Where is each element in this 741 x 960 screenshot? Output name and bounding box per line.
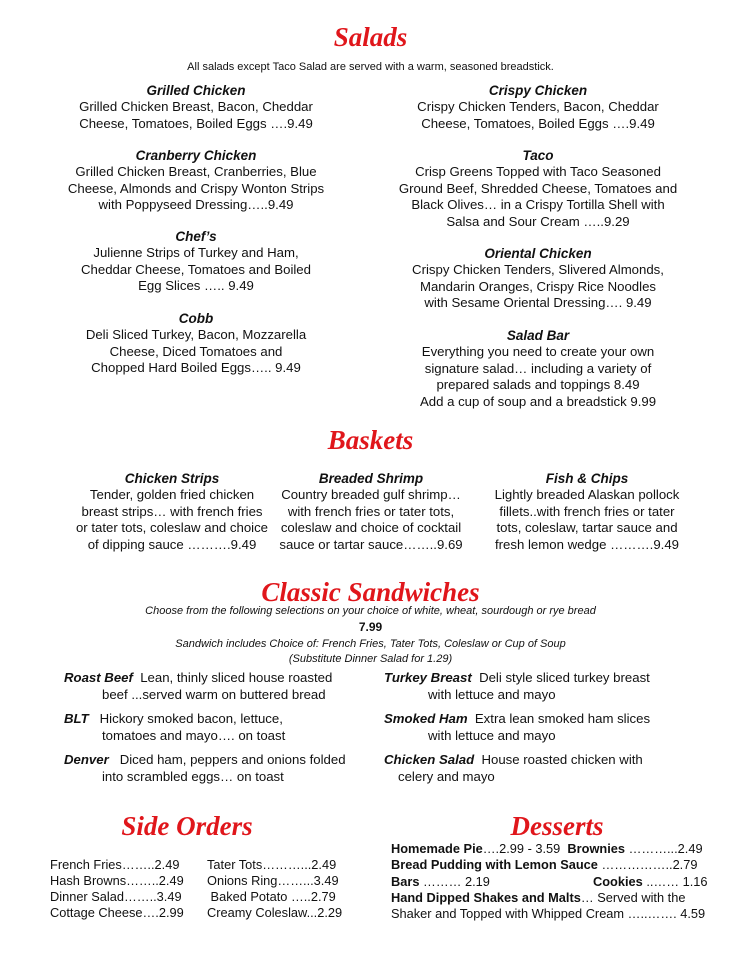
item-desc: Chopped Hard Boiled Eggs….. 9.49 — [91, 360, 301, 375]
dessert-name: Hand Dipped Shakes and Malts — [391, 890, 581, 905]
basket-chicken-strips — [52, 470, 292, 553]
item-desc: Ground Beef, Shredded Cheese, Tomatoes and — [398, 180, 678, 196]
sandwich-desc: Diced ham, peppers and onions folded — [119, 752, 346, 767]
salad-cranberry-chicken — [46, 147, 346, 214]
sandwich-desc: House roasted chicken with — [481, 752, 643, 767]
item-title: Chef’s — [175, 229, 217, 244]
dessert-shakes-line2: Shaker and Topped with Whipped Cream …..……. 4.59 — [391, 906, 706, 921]
dessert-name: Brownies — [567, 841, 626, 856]
salad-crispy-chicken — [383, 82, 693, 132]
item-desc: breast strips… with french fries — [81, 503, 263, 519]
sandwich-desc: Lean, thinly sliced house roasted — [140, 670, 333, 685]
side-item: Tater Tots………...2.49 — [207, 857, 337, 872]
side-item: Baked Potato …..2.79 — [207, 889, 336, 904]
sandwich-desc: into scrambled eggs… on toast — [102, 768, 284, 784]
sandwich-name: Turkey Breast — [384, 670, 472, 685]
item-desc: Tender, golden fried chicken — [89, 487, 255, 502]
sandwich-name: Smoked Ham — [384, 711, 468, 726]
item-desc: Cheddar Cheese, Tomatoes and Boiled — [81, 261, 311, 277]
item-desc: Cheese, Diced Tomatoes and — [109, 343, 283, 359]
item-title: Taco — [522, 148, 554, 163]
dessert-desc: … Served with the — [580, 890, 686, 905]
item-desc: Cheese, Almonds and Crispy Wonton Strips — [67, 180, 325, 196]
sandwich-name: Denver — [64, 752, 109, 767]
salad-grilled-chicken — [46, 82, 346, 132]
item-title: Breaded Shrimp — [318, 471, 424, 486]
item-desc: Crisp Greens Topped with Taco Seasoned — [415, 164, 661, 179]
sandwich-name: BLT — [64, 711, 89, 726]
item-title: Oriental Chicken — [484, 246, 592, 261]
dessert-price: ….2.99 - 3.59 — [482, 841, 561, 856]
sandwich-desc: Deli style sliced turkey breast — [479, 670, 650, 685]
item-desc: Cheese, Tomatoes, Boiled Eggs ….9.49 — [79, 115, 313, 131]
sandwich-desc: Extra lean smoked ham slices — [474, 711, 651, 726]
sandwiches-intro: Choose from the following selections on your choice of white, wheat, sourdough or rye bread — [145, 605, 596, 617]
item-title: Cranberry Chicken — [135, 148, 257, 163]
sandwich-desc: tomatoes and mayo…. on toast — [102, 727, 286, 743]
sandwich-desc: beef ...served warm on buttered bread — [102, 686, 326, 702]
dessert-price: ………...2.49 — [628, 841, 703, 856]
item-desc: Salsa and Sour Cream …..9.29 — [446, 213, 630, 229]
item-desc: with Poppyseed Dressing…..9.49 — [98, 197, 294, 212]
sandwiches-includes: Sandwich includes Choice of: French Fries, Tater Tots, Coleslaw or Cup of Soup — [175, 638, 566, 650]
sides-heading: Side Orders — [121, 811, 253, 841]
item-desc: fillets..with french fries or tater — [499, 503, 675, 519]
basket-fish-chips — [474, 470, 700, 553]
item-desc: Black Olives… in a Crispy Tortilla Shell with — [411, 197, 665, 212]
sandwich-name: Roast Beef — [64, 670, 133, 685]
sandwich-roast-beef — [64, 670, 374, 703]
item-desc: with Sesame Oriental Dressing…. 9.49 — [424, 295, 652, 310]
sandwiches-substitute: (Substitute Dinner Salad for 1.29) — [288, 653, 453, 665]
desserts-heading: Desserts — [510, 811, 604, 841]
item-desc: Crispy Chicken Tenders, Slivered Almonds, — [412, 262, 664, 277]
dessert-name: Homemade Pie — [391, 841, 483, 856]
sandwich-desc: celery and mayo — [398, 768, 495, 784]
dessert-price: ……… 2.19 — [423, 874, 490, 889]
item-desc: signature salad… including a variety of — [424, 360, 652, 376]
baskets-heading: Baskets — [327, 425, 414, 455]
side-item: Hash Browns……..2.49 — [50, 873, 184, 888]
sandwich-name: Chicken Salad — [384, 752, 475, 767]
item-title: Salad Bar — [506, 328, 570, 343]
item-desc: sauce or tartar sauce……..9.69 — [279, 536, 463, 552]
dessert-bars-cookies — [391, 874, 721, 890]
dessert-bread-pudding — [391, 857, 697, 873]
item-desc: of dipping sauce ……….9.49 — [87, 536, 257, 552]
item-title: Fish & Chips — [545, 471, 629, 486]
dessert-price: ……………..2.79 — [601, 857, 698, 872]
item-desc: tots, coleslaw, tartar sauce and — [496, 520, 678, 535]
sandwich-desc: with lettuce and mayo — [428, 727, 556, 743]
item-desc: Lightly breaded Alaskan pollock — [494, 487, 680, 502]
dessert-price: ..…… 1.16 — [646, 874, 708, 889]
side-item: Onions Ring……...3.49 — [207, 873, 339, 888]
salads-heading: Salads — [333, 22, 408, 52]
dessert-pie-brownies — [391, 841, 703, 857]
sandwich-chicken-salad — [384, 752, 724, 785]
sandwich-denver — [64, 752, 374, 785]
item-desc: Cheese, Tomatoes, Boiled Eggs ….9.49 — [421, 115, 655, 131]
dessert-name: Bread Pudding with Lemon Sauce — [391, 857, 598, 872]
dessert-shakes — [391, 890, 685, 906]
side-item: Cottage Cheese….2.99 — [50, 905, 184, 920]
item-desc: or tater tots, coleslaw and choice — [75, 520, 269, 535]
sandwiches-heading: Classic Sandwiches — [261, 577, 480, 607]
item-desc: fresh lemon wedge ……….9.49 — [495, 536, 679, 552]
item-title: Chicken Strips — [124, 471, 220, 486]
salad-taco — [383, 147, 693, 230]
salads-note: All salads except Taco Salad are served with a warm, seasoned breadstick. — [187, 61, 554, 73]
side-item: French Fries……..2.49 — [50, 857, 180, 872]
item-desc: Julienne Strips of Turkey and Ham, — [93, 245, 299, 260]
sandwich-blt — [64, 711, 374, 744]
item-desc: Grilled Chicken Breast, Bacon, Cheddar — [79, 99, 313, 114]
item-desc: Add a cup of soup and a breadstick 9.99 — [419, 393, 657, 409]
sandwich-desc: with lettuce and mayo — [428, 686, 556, 702]
item-title: Grilled Chicken — [146, 83, 246, 98]
item-desc: Deli Sliced Turkey, Bacon, Mozzarella — [85, 327, 307, 342]
basket-breaded-shrimp — [260, 470, 482, 553]
item-title: Cobb — [178, 311, 214, 326]
item-desc: Everything you need to create your own — [421, 344, 655, 359]
dessert-name: Cookies — [593, 874, 643, 889]
sandwich-desc: Hickory smoked bacon, lettuce, — [99, 711, 283, 726]
item-desc: Grilled Chicken Breast, Cranberries, Blue — [75, 164, 317, 179]
salad-cobb — [46, 310, 346, 377]
side-item: Creamy Coleslaw...2.29 — [207, 905, 343, 920]
salad-bar — [383, 327, 693, 410]
item-desc: Mandarin Oranges, Crispy Rice Noodles — [419, 278, 656, 294]
item-desc: with french fries or tater tots, — [287, 503, 455, 519]
side-item: Dinner Salad……..3.49 — [50, 889, 182, 904]
item-desc: coleslaw and choice of cocktail — [280, 520, 462, 535]
item-desc: Egg Slices ….. 9.49 — [138, 278, 254, 293]
item-desc: Country breaded gulf shrimp… — [281, 487, 461, 502]
salad-chefs — [46, 228, 346, 295]
sandwiches-price: 7.99 — [358, 620, 383, 634]
item-desc: Crispy Chicken Tenders, Bacon, Cheddar — [417, 99, 659, 114]
sandwich-turkey-breast — [384, 670, 724, 703]
item-desc: prepared salads and toppings 8.49 — [436, 377, 640, 392]
dessert-name: Bars — [391, 874, 420, 889]
sandwich-smoked-ham — [384, 711, 724, 744]
item-title: Crispy Chicken — [488, 83, 588, 98]
salad-oriental-chicken — [383, 245, 693, 312]
